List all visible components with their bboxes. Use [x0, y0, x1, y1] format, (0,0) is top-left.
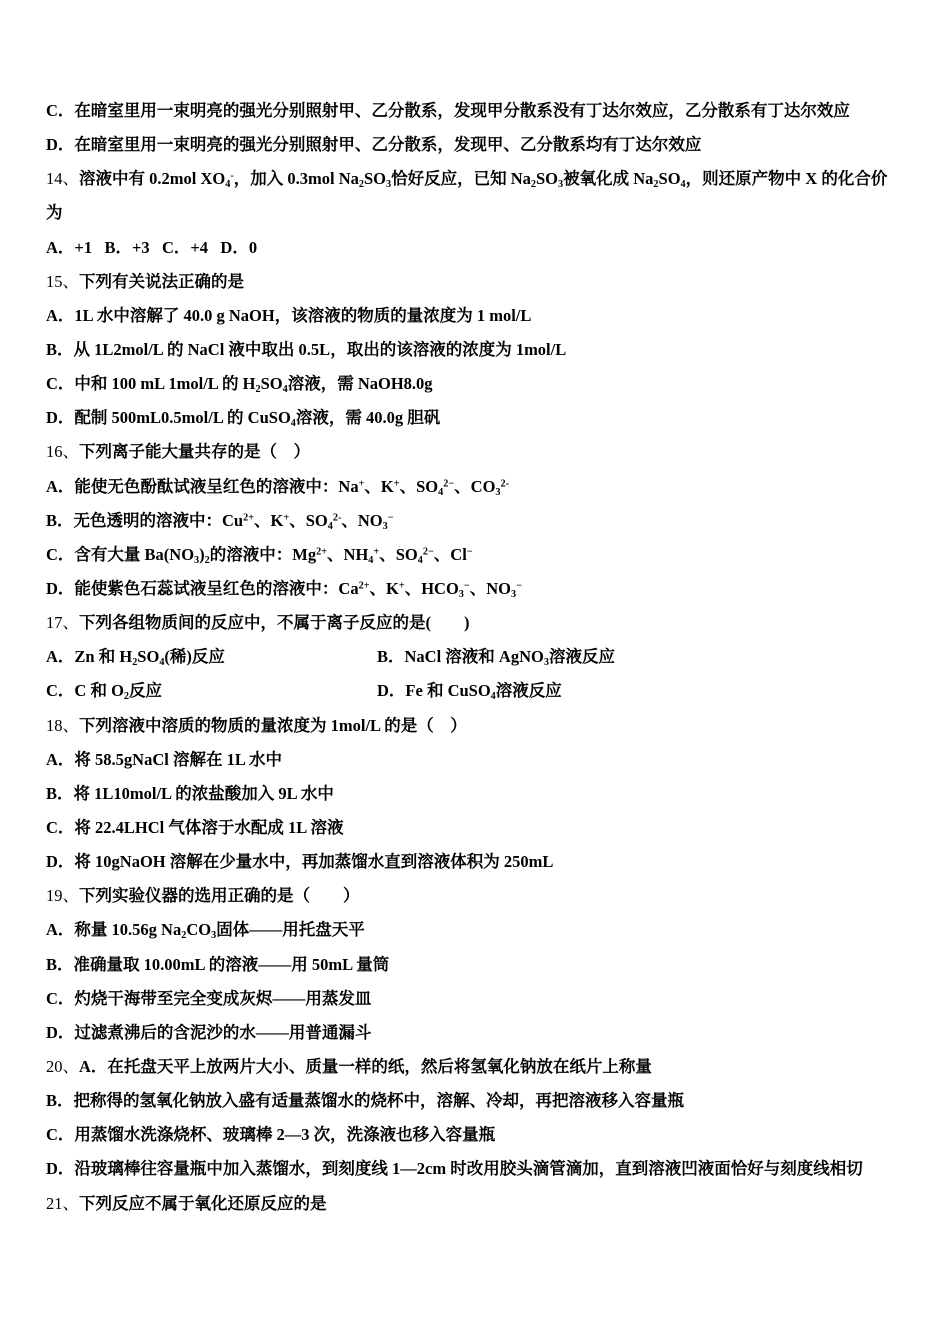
answer-option-row [46, 640, 926, 674]
answer-option [46, 948, 926, 982]
text-run: SO [260, 374, 283, 394]
text-run: A．1L 水中溶解了 40.0 g NaOH，该溶液的物质的量浓度为 1 mol/L [46, 305, 532, 325]
subscript: 2 [255, 383, 261, 395]
answer-option [46, 367, 926, 401]
text-run: 、SO [399, 476, 439, 496]
subscript: 3 [495, 486, 501, 498]
question-stem [46, 162, 926, 196]
answer-option [46, 504, 926, 538]
question-number: 16、 [46, 442, 79, 462]
subscript: 4 [680, 179, 686, 191]
question-stem [46, 265, 926, 299]
text-run: 、K [254, 510, 284, 530]
superscript: + [393, 477, 400, 489]
superscript: - [230, 170, 234, 182]
subscript: 4 [417, 554, 423, 566]
superscript: + [283, 512, 290, 524]
question-number: 14、 [46, 169, 79, 189]
text-run: 、NH [327, 544, 369, 564]
text-run: A．称量 10.56g Na [46, 920, 182, 940]
subscript: 4 [282, 383, 288, 395]
question-stem [46, 1187, 926, 1221]
answer-option [46, 333, 926, 367]
answer-option [46, 470, 926, 504]
text-run: C．灼烧干海带至完全变成灰烬——用蒸发皿 [46, 988, 372, 1008]
text-run: 为 [46, 203, 63, 223]
question-number: 19、 [46, 886, 79, 906]
text-run: C．C 和 O [46, 681, 124, 701]
subscript: 2 [181, 930, 187, 942]
text-run: 溶液中有 0.2mol XO [79, 169, 226, 189]
text-run: 下列实验仪器的选用正确的是（ ） [79, 886, 360, 906]
subscript: 3 [558, 179, 564, 191]
text-run: 反应 [129, 681, 163, 701]
answer-option-row [46, 674, 926, 708]
text-run: 、Cl [433, 544, 467, 564]
answer-option [46, 811, 926, 845]
answer-option [46, 1016, 926, 1050]
text-run: 下列离子能大量共存的是（ ） [79, 442, 310, 462]
text-run: C．在暗室里用一束明亮的强光分别照射甲、乙分散系，发现甲分散系没有丁达尔效应，乙分散系有丁达尔效应 [46, 101, 850, 120]
subscript: 3 [510, 588, 517, 600]
subscript: 3 [385, 179, 392, 191]
superscript: − [387, 512, 394, 524]
superscript: + [373, 546, 380, 558]
subscript: 3 [543, 657, 549, 669]
answer-option [46, 572, 926, 606]
text-run: B．无色透明的溶液中：Cu [46, 510, 244, 530]
answer-option [46, 401, 926, 435]
text-run: A．将 58.5gNaCl 溶解在 1L 水中 [46, 749, 283, 769]
question-number: 15、 [46, 271, 79, 291]
text-run: D．沿玻璃棒往容量瓶中加入蒸馏水，到刻度线 1—2cm 时改用胶头滴管滴加，直到溶液凹液面恰好与刻度线相切 [46, 1159, 863, 1179]
text-run: 下列有关说法正确的是 [79, 271, 244, 291]
subscript: 3 [194, 554, 200, 566]
text-run: ，加入 0.3mol Na [233, 169, 359, 189]
text-run: A．能使无色酚酞试液呈红色的溶液中：Na [46, 476, 359, 496]
question-stem [46, 606, 926, 640]
text-run: 、K [364, 476, 394, 496]
text-line [46, 196, 926, 230]
text-run: SO [658, 169, 681, 189]
answer-option [46, 777, 926, 811]
text-run: 下列各组物质间的反应中，不属于离子反应的是( ) [79, 613, 470, 633]
text-run: A．+1 B．+3 C．+4 D．0 [46, 237, 258, 257]
subscript: 3 [211, 930, 217, 942]
text-run: B．从 1L2mol/L 的 NaCl 液中取出 0.5L，取出的该溶液的浓度为 1mol/L [46, 339, 567, 359]
text-run: ，则还原产物中 X 的化合价 [685, 169, 888, 189]
text-run: D．配制 500mL0.5mol/L 的 CuSO [46, 408, 291, 428]
answer-option [46, 640, 377, 674]
answer-option [46, 982, 926, 1016]
answer-option [46, 674, 377, 708]
text-run: (稀)反应 [164, 647, 225, 667]
answer-option [377, 674, 562, 708]
answer-option [46, 94, 926, 128]
text-run: C．中和 100 mL 1mol/L 的 H [46, 374, 256, 394]
question-stem [46, 709, 926, 743]
superscript: − [516, 580, 522, 592]
text-run: SO [363, 169, 386, 189]
answer-option [46, 299, 926, 333]
text-run: D．过滤煮沸后的含泥沙的水——用普通漏斗 [46, 1022, 372, 1042]
question-stem [46, 435, 926, 469]
text-run: B．把称得的氢氧化钠放入盛有适量蒸馏水的烧杯中，溶解、冷却，再把溶液移入容量瓶 [46, 1091, 685, 1111]
text-run: ) [199, 544, 205, 564]
text-run: D．将 10gNaOH 溶解在少量水中，再加蒸馏水直到溶液体积为 250mL [46, 852, 554, 872]
text-run: 恰好反应，已知 Na [391, 169, 531, 189]
text-run: 下列反应不属于氧化还原反应的是 [79, 1193, 327, 1213]
answer-option [46, 538, 926, 572]
question-number: 20、 [46, 1056, 79, 1076]
text-run: SO [137, 647, 160, 667]
superscript: 2− [422, 546, 434, 558]
answer-option [46, 845, 926, 879]
subscript: 2 [358, 179, 364, 191]
text-run: D．在暗室里用一束明亮的强光分别照射甲、乙分散系，发现甲、乙分散系均有丁达尔效应 [46, 135, 702, 155]
superscript: + [358, 477, 365, 489]
text-run: D．能使紫色石蕊试液呈红色的溶液中：Ca [46, 578, 359, 598]
subscript: 2 [132, 657, 138, 669]
text-run: A．在托盘天平上放两片大小、质量一样的纸，然后将氢氧化钠放在纸片上称量 [79, 1056, 652, 1076]
text-run: A．Zn 和 H [46, 647, 133, 667]
text-run: B．将 1L10mol/L 的浓盐酸加入 9L 水中 [46, 783, 334, 803]
text-run: C．将 22.4LHCl 气体溶于水配成 1L 溶液 [46, 817, 344, 837]
subscript: 4 [368, 554, 374, 566]
text-run: 、HCO [404, 578, 459, 598]
superscript: 2- [332, 512, 342, 524]
subscript: 4 [327, 520, 333, 532]
answer-option [46, 1118, 926, 1152]
text-run: B．准确量取 10.00mL 的溶液——用 50mL 量筒 [46, 954, 390, 974]
question-number: 18、 [46, 715, 79, 735]
answer-option [46, 1152, 926, 1186]
subscript: 4 [290, 418, 296, 430]
subscript: 3 [458, 588, 464, 600]
text-run: D．Fe 和 CuSO [377, 681, 491, 701]
text-run: 溶液，需 40.0g 胆矾 [295, 408, 441, 428]
text-run: 、SO [289, 510, 328, 530]
text-run: 的溶液中：Mg [209, 544, 317, 564]
subscript: 4 [490, 691, 496, 703]
subscript: 2 [204, 554, 210, 566]
text-run: 、NO [341, 510, 383, 530]
answer-option [46, 1084, 926, 1118]
superscript: 2+ [316, 546, 328, 558]
text-run: C．含有大量 Ba(NO [46, 544, 195, 564]
text-run: B．NaCl 溶液和 AgNO [377, 647, 544, 667]
question-number: 17、 [46, 613, 79, 633]
superscript: 2- [500, 477, 510, 489]
superscript: − [466, 546, 473, 558]
superscript: + [398, 580, 405, 592]
answer-option [46, 231, 926, 265]
answer-option [46, 128, 926, 162]
question-number: 21、 [46, 1193, 79, 1213]
text-run: 溶液反应 [495, 681, 562, 701]
answer-option [46, 743, 926, 777]
superscript: 2+ [358, 580, 370, 592]
text-run: SO [536, 169, 559, 189]
answer-option [377, 640, 615, 674]
superscript: 2+ [243, 512, 255, 524]
question-stem [46, 879, 926, 913]
subscript: 2 [653, 179, 659, 191]
text-run: 固体——用托盘天平 [216, 920, 365, 940]
text-run: 溶液，需 NaOH8.0g [287, 374, 433, 394]
superscript: − [463, 580, 470, 592]
text-run: C．用蒸馏水洗涤烧杯、玻璃棒 2—3 次，洗涤液也移入容量瓶 [46, 1125, 496, 1145]
text-run: 、CO [454, 476, 496, 496]
question-stem [46, 1050, 926, 1084]
text-run: 下列溶液中溶质的物质的量浓度为 1mol/L 的是（ ） [79, 715, 467, 735]
subscript: 3 [382, 520, 388, 532]
answer-option [46, 913, 926, 947]
text-run: 、SO [379, 544, 418, 564]
subscript: 4 [159, 657, 165, 669]
subscript: 2 [123, 691, 130, 703]
subscript: 4 [438, 486, 444, 498]
text-run: 、NO [469, 578, 511, 598]
text-run: 被氧化成 Na [563, 169, 654, 189]
text-run: CO [186, 920, 212, 940]
superscript: 2− [443, 477, 455, 489]
subscript: 4 [225, 179, 231, 191]
text-run: 溶液反应 [548, 647, 615, 667]
subscript: 2 [530, 179, 536, 191]
text-run: 、K [369, 578, 399, 598]
